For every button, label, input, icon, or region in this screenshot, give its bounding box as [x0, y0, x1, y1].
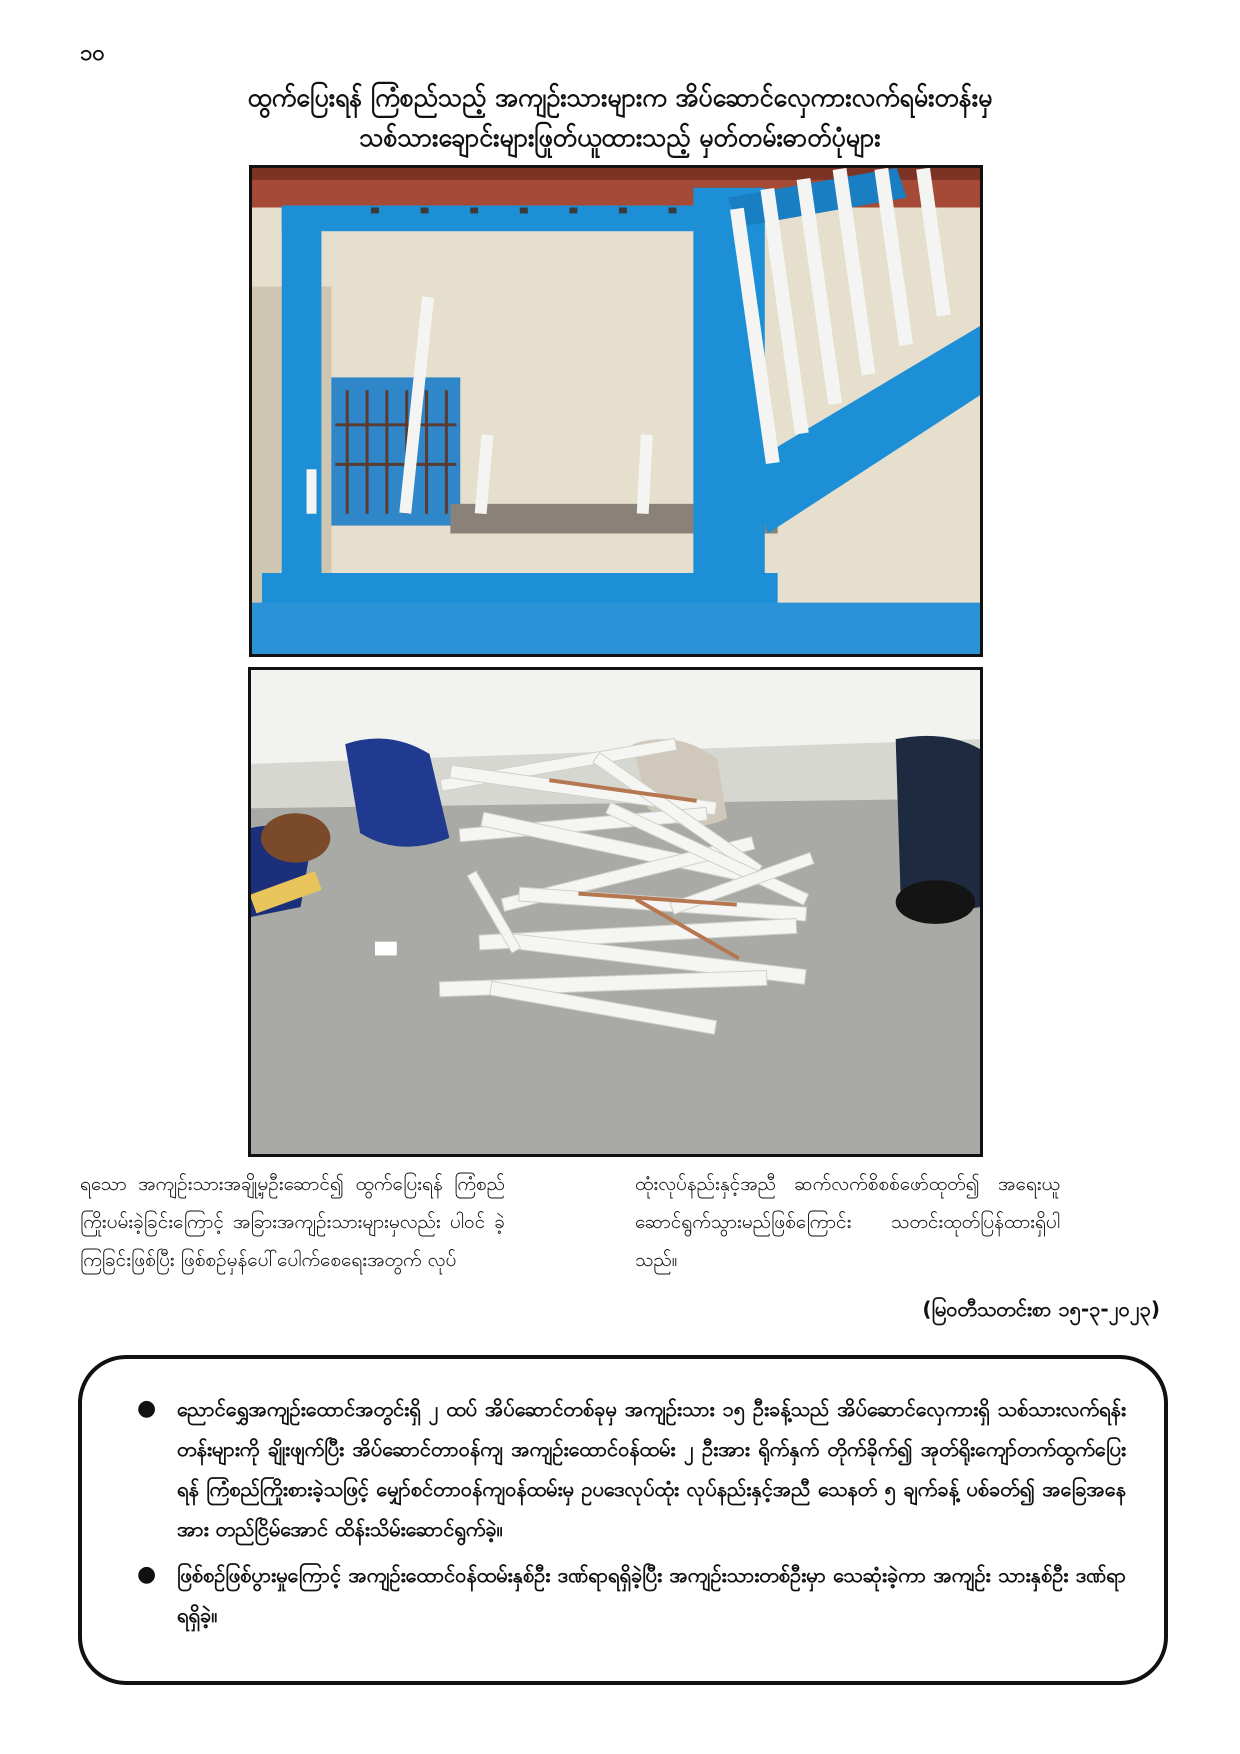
summary-item [137, 1389, 1126, 1549]
broken-slats-illustration [251, 670, 980, 1154]
bullet-icon: ● [137, 1396, 157, 1421]
summary-item [137, 1555, 1126, 1635]
page-title-line-2: သစ်သားချောင်းများဖြုတ်ယူထားသည့် မှတ်တမ်းဓာတ်ပုံများ [359, 123, 881, 152]
summary-box [78, 1355, 1168, 1685]
summary-item-text: ညောင်ရွှေအကျဉ်းထောင်အတွင်းရှိ ၂ ထပ် အိပ်ဆောင်တစ်ခုမှ အကျဉ်းသား ၁၅ ဦးခန့်သည် အိပ်ဆောင်လှေကားရှိ သစ်သားလက်ရန်းတန်းများကို ချိုးဖျက်ပြီး အိပ်ဆောင်တာဝန်ကျ အကျဉ်းထောင်ဝန်ထမ်း ၂ ဦးအား ရိုက်နှက် တိုက်ခိုက်၍ အုတ်ရိုးကျော်တက်ထွက်ပြေးရန် ကြံစည်ကြိုးစားခဲ့သဖြင့် မျှော်စင်တာဝန်ကျဝန်ထမ်းမှ ဥပဒေလုပ်ထုံး လုပ်နည်းနှင့်အညီ သေနတ် ၅ ချက်ခန့် ပစ်ခတ်၍ အခြေအနေအား တည်ငြိမ်အောင် ထိန်းသိမ်းဆောင်ရွက်ခဲ့။ [177, 1397, 1126, 1541]
page-title-line-1: ထွက်ပြေးရန် ကြံစည်သည့် အကျဉ်းသားများက အိပ်ဆောင်လှေကားလက်ရမ်းတန်းမှ [247, 83, 993, 112]
staircase-railing-illustration [252, 168, 980, 654]
photo-broken-wooden-slats [248, 667, 983, 1157]
photo-staircase-railing [249, 165, 983, 657]
bullet-icon: ● [137, 1562, 157, 1587]
page-number: ၁၀ [80, 41, 105, 66]
source-citation: (မြဝတီသတင်းစာ ၁၅-၃-၂၀၂၃) [922, 1297, 1160, 1321]
summary-item-text: ဖြစ်စဉ်ဖြစ်ပွားမှုကြောင့် အကျဉ်းထောင်ဝန်ထမ်းနှစ်ဦး ဒဏ်ရာရရှိခဲ့ပြီး အကျဉ်းသားတစ်ဦးမှာ သေဆုံးခဲ့ကာ အကျဉ်း သားနှစ်ဦး ဒဏ်ရာရရှိခဲ့။ [177, 1563, 1126, 1627]
body-text-right-column: ထုံးလုပ်နည်းနှင့်အညီ ဆက်လက်စိစစ်ဖော်ထုတ်၍ အရေးယူ ဆောင်ရွက်သွားမည်ဖြစ်ကြောင်း သတင်းထုတ်ပြန်ထားရှိပါ သည်။ [635, 1173, 1060, 1271]
summary-list [82, 1359, 1164, 1635]
body-text-left-column: ရသော အကျဉ်းသားအချို့မှဦးဆောင်၍ ထွက်ပြေးရန် ကြံစည် ကြိုးပမ်းခဲ့ခြင်းကြောင့် အခြားအကျဉ်းသားများမှလည်း ပါဝင် ခဲ့ကြခြင်းဖြစ်ပြီး ဖြစ်စဉ်မှန်ပေါ်ပေါက်စေရေးအတွက် လုပ် [80, 1173, 505, 1271]
